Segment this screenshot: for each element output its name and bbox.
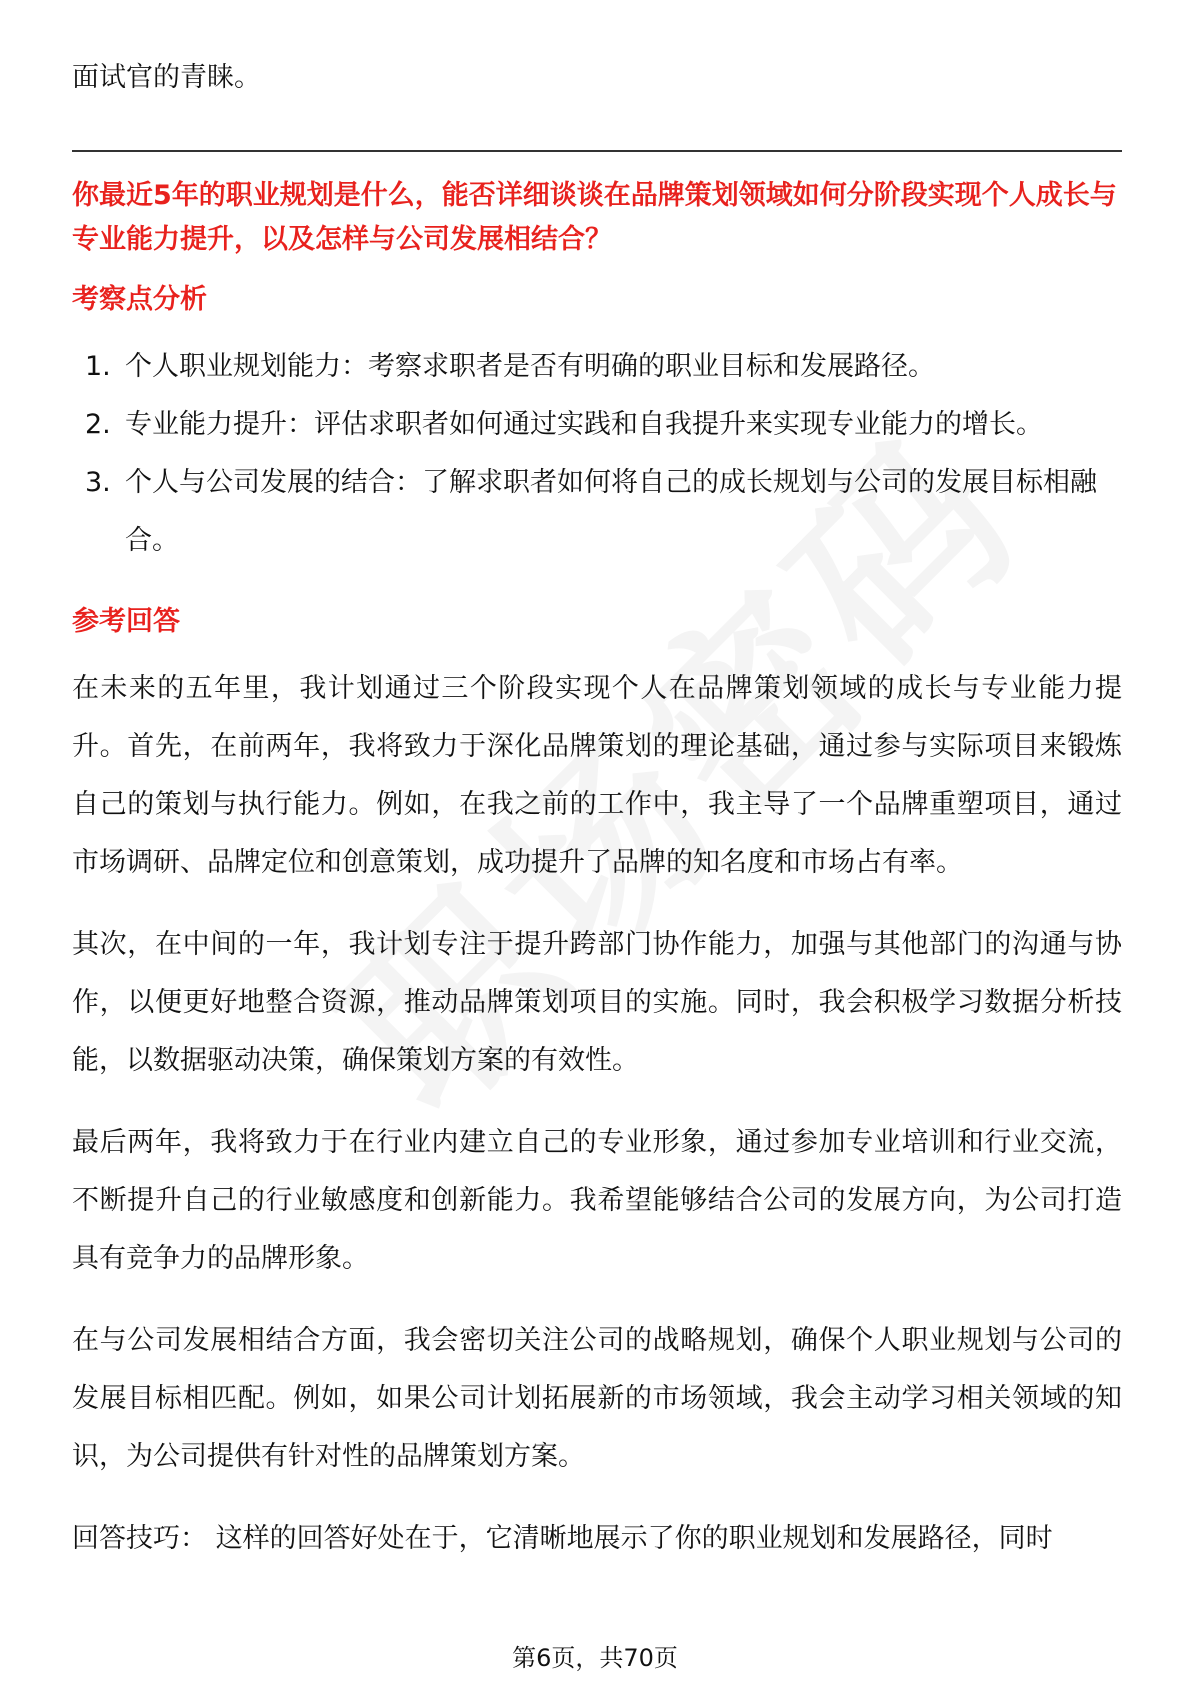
analysis-item-number: 3. [85, 467, 111, 498]
answer-heading: 参考回答 [72, 606, 180, 637]
analysis-item-text: 个人与公司发展的结合：了解求职者如何将自己的成长规划与公司的发展目标相融合。 [125, 467, 1097, 556]
analysis-item [72, 396, 1122, 454]
analysis-item [72, 338, 1122, 396]
answer-paragraph: 在与公司发展相结合方面，我会密切关注公司的战略规划，确保个人职业规划与公司的发展目标相匹配。例如，如果公司计划拓展新的市场领域，我会主动学习相关领域的知识，为公司提供有针对性的品牌策划方案。 [72, 1325, 1122, 1472]
page-number-footer: 第6页，共70页 [512, 1644, 678, 1672]
analysis-item-number: 2. [85, 409, 111, 440]
analysis-item-text: 个人职业规划能力：考察求职者是否有明确的职业目标和发展路径。 [125, 351, 935, 382]
previous-page-fragment: 面试官的青睐。 [72, 62, 261, 93]
answer-paragraph: 最后两年，我将致力于在行业内建立自己的专业形象，通过参加专业培训和行业交流，不断提升自己的行业敏感度和创新能力。我希望能够结合公司的发展方向，为公司打造具有竞争力的品牌形象。 [72, 1127, 1122, 1274]
page-content [72, 50, 1122, 1568]
analysis-item-text: 专业能力提升：评估求职者如何通过实践和自我提升来实现专业能力的增长。 [125, 409, 1043, 440]
answer-paragraph: 其次，在中间的一年，我计划专注于提升跨部门协作能力，加强与其他部门的沟通与协作，以便更好地整合资源，推动品牌策划项目的实施。同时，我会积极学习数据分析技能，以数据驱动决策，确保策划方案的有效性。 [72, 929, 1122, 1076]
section-divider [72, 150, 1122, 152]
analysis-heading: 考察点分析 [72, 284, 207, 315]
analysis-item-number: 1. [85, 351, 111, 382]
analysis-item [72, 454, 1122, 570]
answer-paragraph: 在未来的五年里，我计划通过三个阶段实现个人在品牌策划领域的成长与专业能力提升。首先，在前两年，我将致力于深化品牌策划的理论基础，通过参与实际项目来锻炼自己的策划与执行能力。例如，在我之前的工作中，我主导了一个品牌重塑项目，通过市场调研、品牌定位和创意策划，成功提升了品牌的知名度和市场占有率。 [72, 673, 1122, 878]
interview-question: 你最近5年的职业规划是什么，能否详细谈谈在品牌策划领域如何分阶段实现个人成长与专业能力提升，以及怎样与公司发展相结合？ [72, 180, 1117, 255]
analysis-list [72, 338, 1122, 570]
answer-tip: 回答技巧： 这样的回答好处在于，它清晰地展示了你的职业规划和发展路径，同时 [72, 1523, 1053, 1554]
